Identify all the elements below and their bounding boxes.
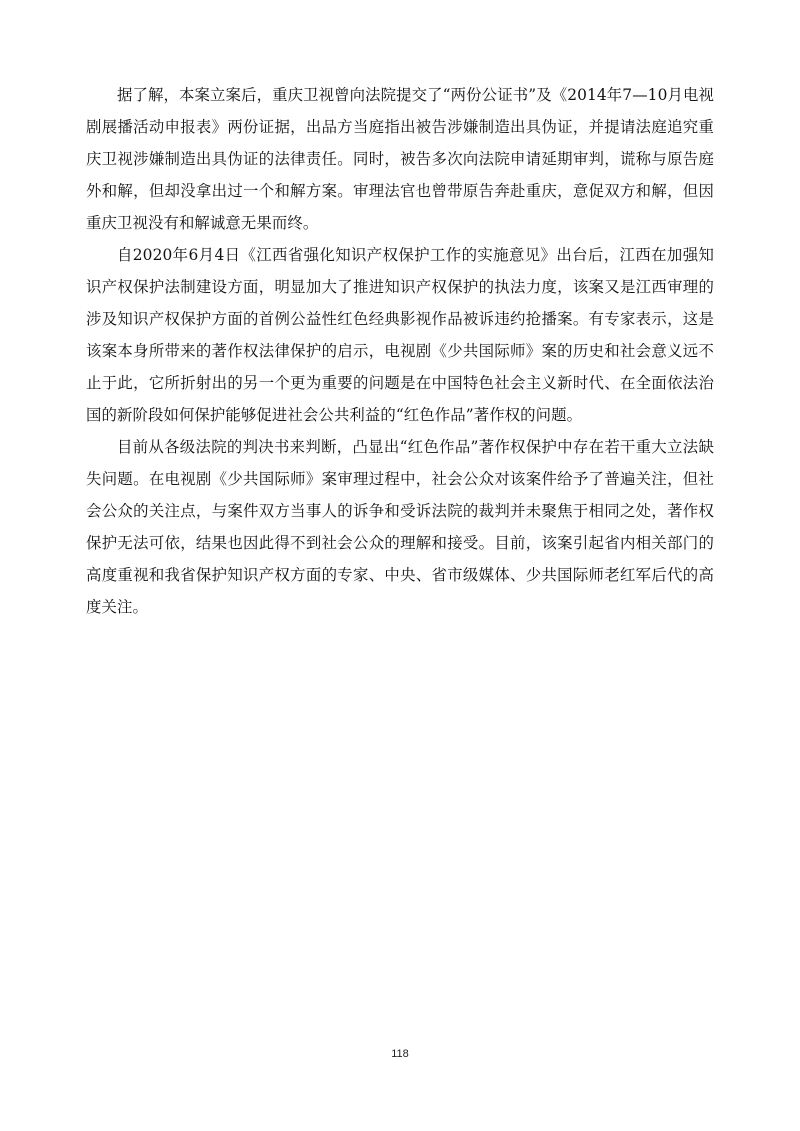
paragraph-1: 据了解，本案立案后，重庆卫视曾向法院提交了“两份公证书”及《2014年7—10月电视剧展播活动申报表》两份证据，出品方当庭指出被告涉嫌制造出具伪证，并提请法庭追究重庆卫视涉嫌制造出具伪证的法律责任。同时，被告多次向法院申请延期审判，谎称与原告庭外和解，但却没拿出过一个和解方案。审理法官也曾带原告奔赴重庆，意促双方和解，但因重庆卫视没有和解诚意无果而终。: [86, 86, 714, 232]
paragraph-3: 目前从各级法院的判决书来判断，凸显出“红色作品”著作权保护中存在若干重大立法缺失问题。在电视剧《少共国际师》案审理过程中，社会公众对该案件给予了普遍关注，但社会公众的关注点，与案件双方当事人的诉争和受诉法院的裁判并未聚焦于相同之处，著作权保护无法可依，结果也因此得不到社会公众的理解和接受。目前，该案引起省内相关部门的高度重视和我省保护知识产权方面的专家、中央、省市级媒体、少共国际师老红军后代的高度关注。: [86, 438, 714, 616]
paragraph-2: 自2020年6月4日《江西省强化知识产权保护工作的实施意见》出台后，江西在加强知识产权保护法制建设方面，明显加大了推进知识产权保护的执法力度，该案又是江西审理的涉及知识产权保护方面的首例公益性红色经典影视作品被诉违约抢播案。有专家表示，这是该案本身所带来的著作权法律保护的启示，电视剧《少共国际师》案的历史和社会意义远不止于此，它所折射出的另一个更为重要的问题是在中国特色社会主义新时代、在全面依法治国的新阶段如何保护能够促进社会公共利益的“红色作品”著作权的问题。: [86, 246, 714, 424]
page-number: 118: [391, 1048, 409, 1060]
body-text: [86, 79, 714, 623]
